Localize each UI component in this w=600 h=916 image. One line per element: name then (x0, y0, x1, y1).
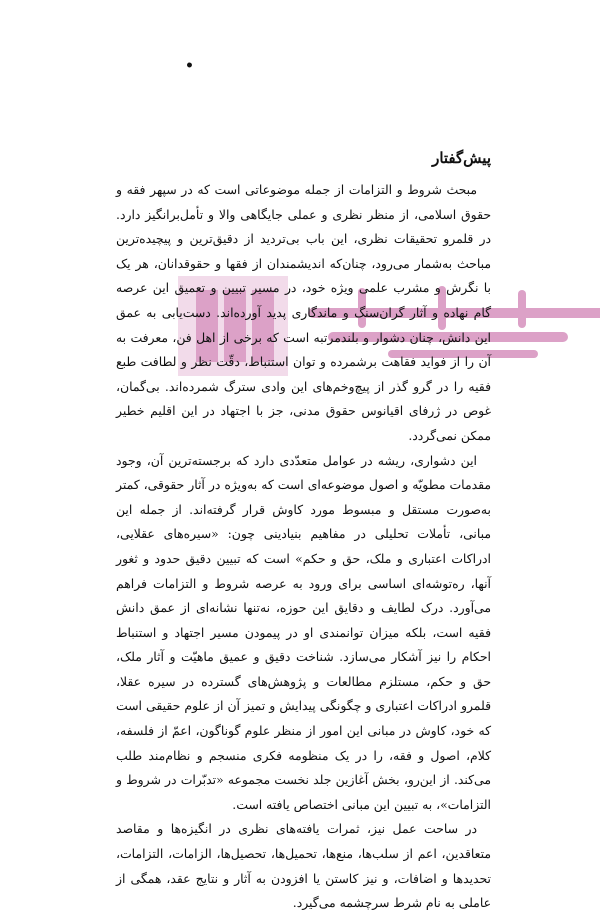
paragraph-2: این دشواری، ریشه در عوامل متعدّدی دارد که برجسته‌ترین آن، وجود مقدمات مطویّه و اصول موضوعه‌ای است که به‌ویژه در آثار حقوقی، کمتر به‌صورت مستقل و مبسوط مورد کاوش قرار گرفته‌اند. از جمله این مبانی، تأملات تحلیلی در مفاهیم بنیادینی چون: «سیره‌های عقلایی، ادراکات اعتباری و ملک، حق و حکم» است که تبیین دقیق حدود و ثغور آنها، ره‌توشه‌ای اساسی برای ورود به عرصه شروط و التزامات فراهم می‌آورد. درک لطایف و دقایق این حوزه، نه‌تنها نشانه‌ای از عمق دانش فقیه است، بلکه میزان توانمندی او در پیمودن مسیر اجتهاد و استنباط احکام را نیز آشکار می‌سازد. شناخت دقیق و عمیق ماهیّت و آثار ملک، حق و حکم، مستلزم مطالعات و پژوهش‌های گسترده در سیره عقلا، قلمرو ادراکات اعتباری و چگونگی پیدایش و تمیز آن از علوم حقیقی است که خود، کاوش در مبانی این امور از منظر علوم گوناگون، اعمّ از فلسفه، کلام، اصول و فقه، را در یک منظومه فکری منسجم و نظام‌مند طلب می‌کند. از این‌رو، بخش آغازین جلد نخست مجموعه «تدبّرات در شروط و التزامات»، به تبیین این مبانی اختصاص یافته است. (116, 452, 491, 812)
section-heading: پیش‌گفتار (432, 149, 491, 167)
preface-section (116, 146, 491, 916)
paragraph-1: مبحث شروط و التزامات از جمله موضوعاتی است که در سپهر فقه و حقوق اسلامی، از منظر نظری و عملی جایگاهی والا و تأمل‌برانگیز دارد. در قلمرو تحقیقات نظری، این باب بی‌تردید از دقیق‌ترین و پیچیده‌ترین مباحث به‌شمار می‌رود، چنان‌که اندیشمندان از فقها و حقوقدانان، هر یک با نگرش و مشرب علمی ویژه خود، در مسیر تبیین و تعمیق این عرصه گام نهاده و آثار گران‌سنگ و ماندگاری پدید آورده‌اند. دست‌یابی به عمق این دانش، چنان دشوار و بلندمرتبه است که برخی از اهل فن، معرفت به آن را از فواید فقاهت برشمرده و توان استنباط، دقّت نظر و لطافت طبع فقیه را در گرو گذر از پیچ‌وخم‌های این وادی سترگ شمرده‌اند. بی‌گمان، غوص در ژرفای اقیانوس حقوق مدنی، جز با اجتهاد در این اقلیم خطیر ممکن نمی‌گردد. (116, 182, 491, 443)
page-marker: • (185, 58, 194, 74)
paragraph-3: در ساحت عمل نیز، ثمرات یافته‌های نظری در انگیزه‌ها و مقاصد متعاقدین، اعم از سلب‌ها، منع‌ها، تحمیل‌ها، تحصیل‌ها، الزامات، التزامات، تحدیدها و اضافات، و نیز کاستن یا افزودن به آثار و نتایج عقد، همگی از عاملی به نام شرط سرچشمه می‌گیرد. (116, 821, 491, 911)
